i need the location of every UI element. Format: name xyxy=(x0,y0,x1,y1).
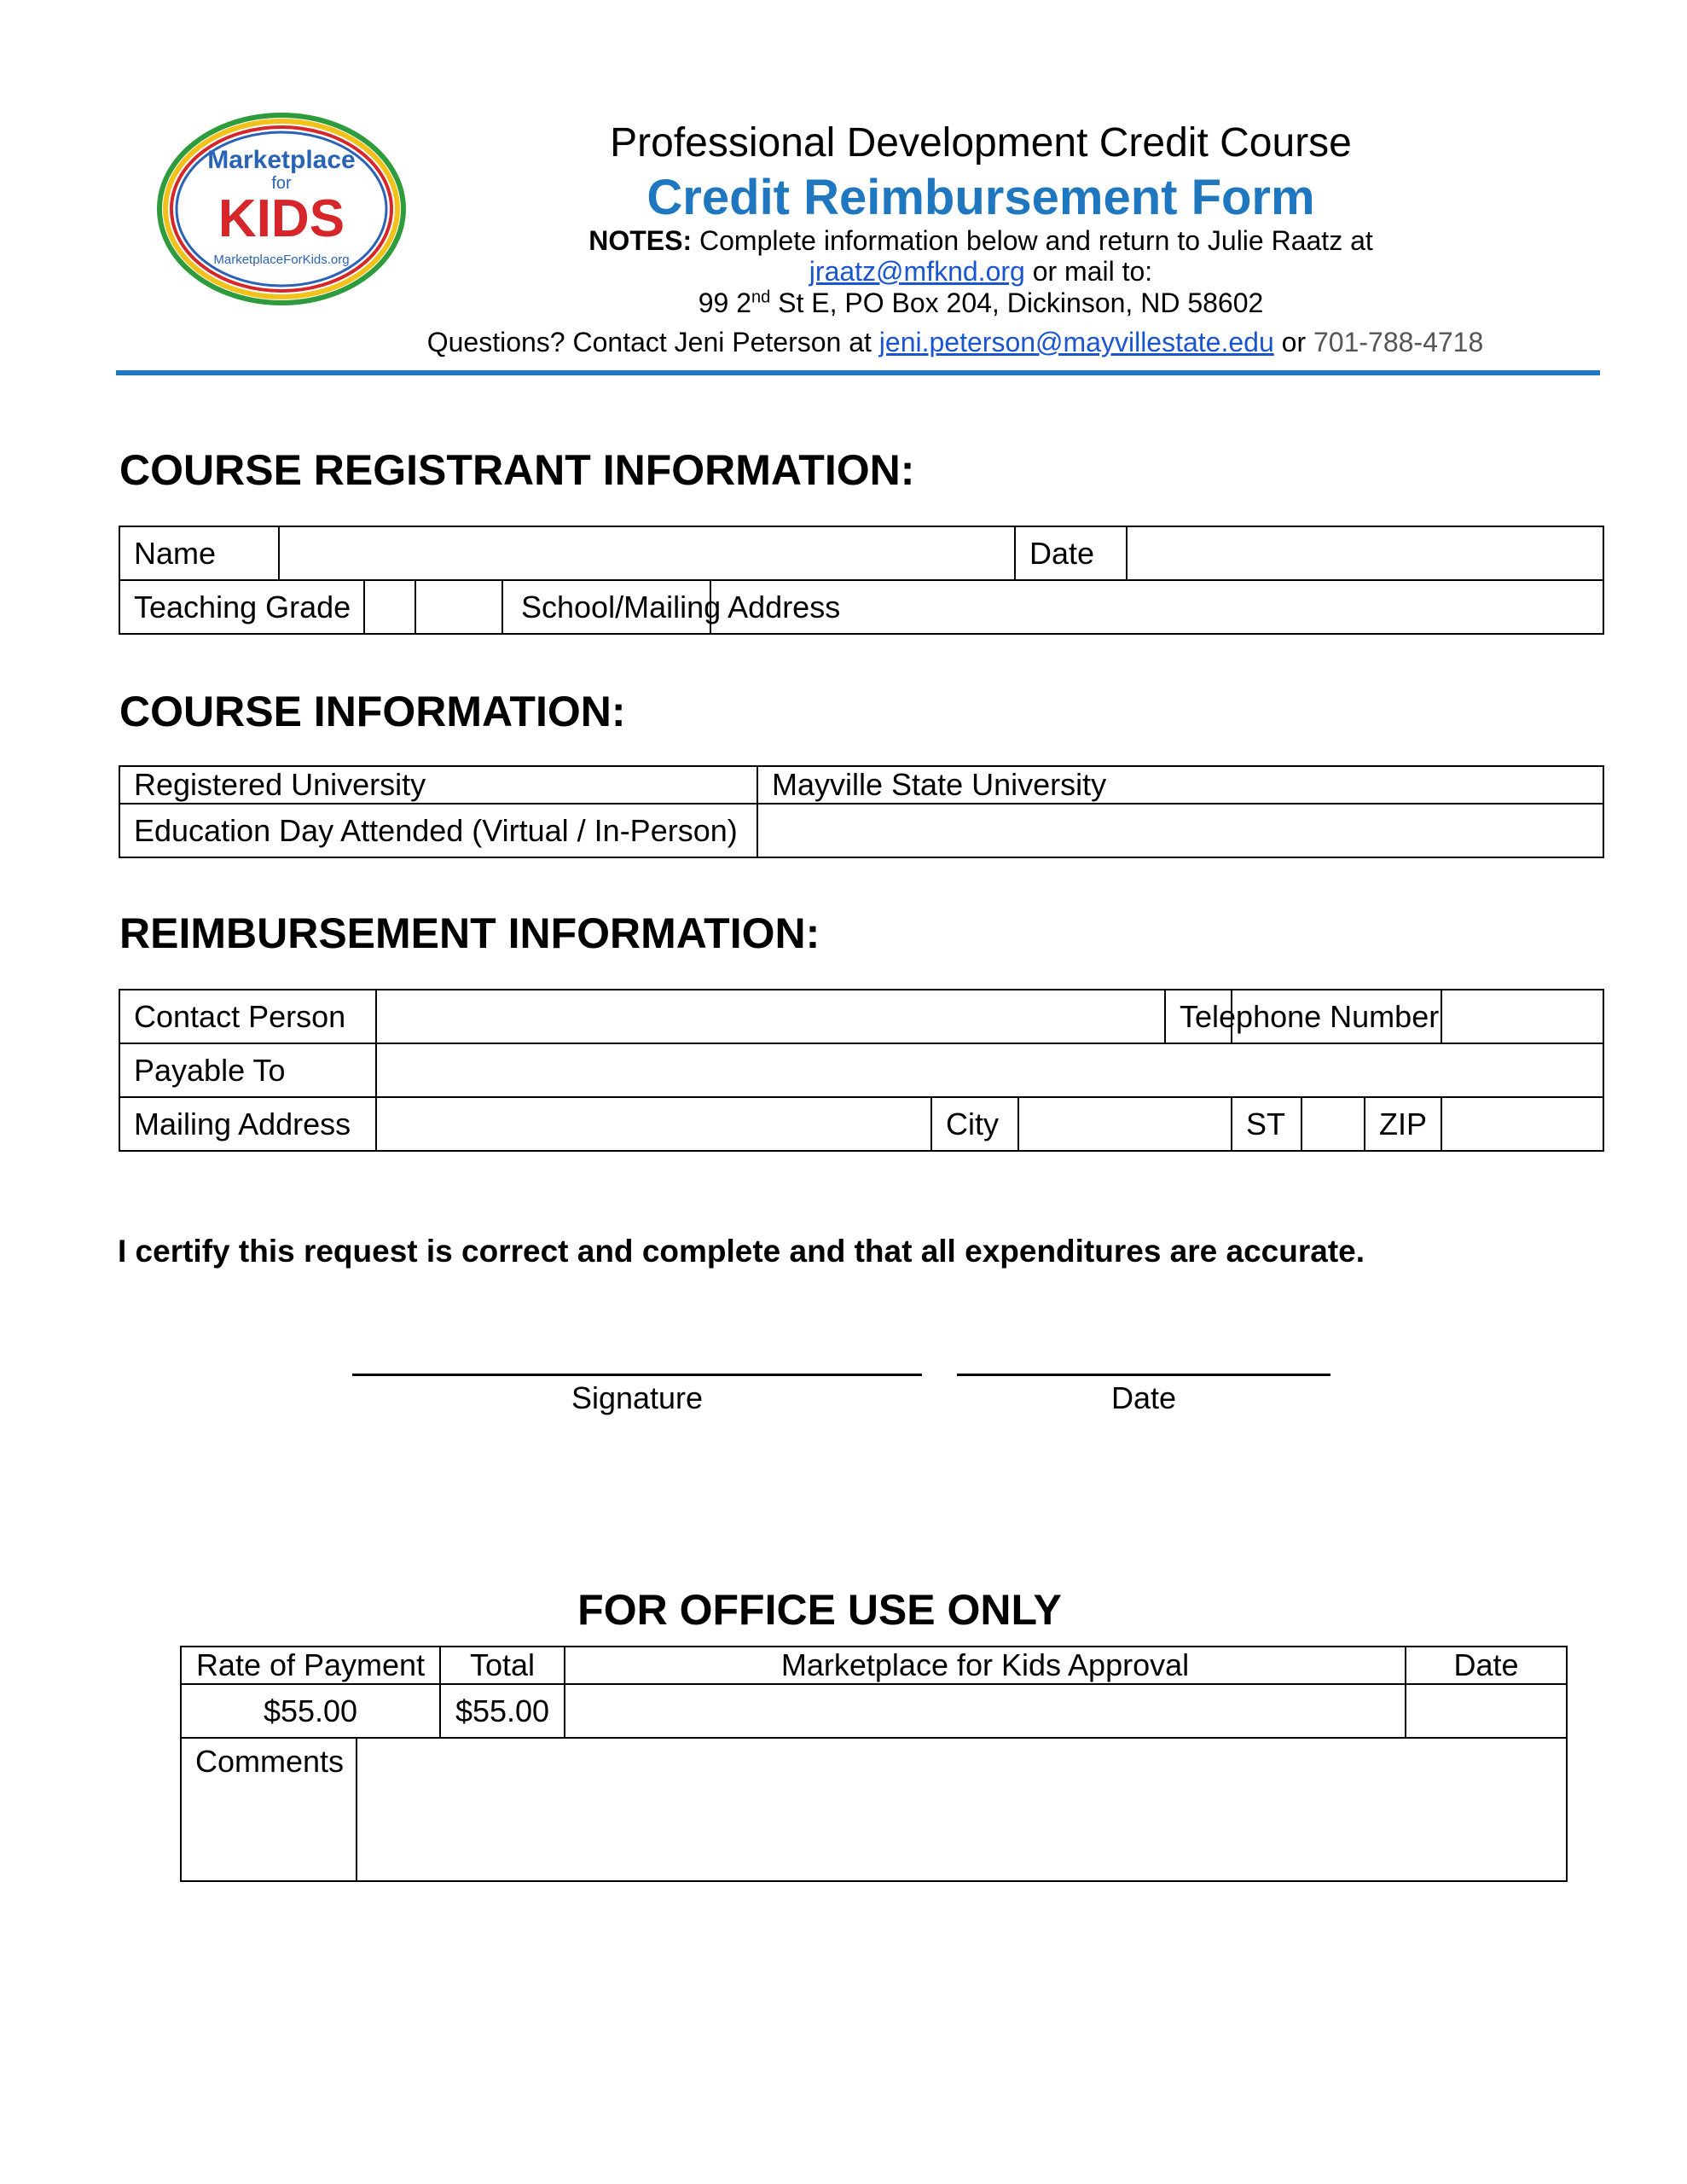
course-heading: COURSE INFORMATION: xyxy=(119,688,626,735)
questions-text: Questions? Contact Jeni Peterson at xyxy=(426,327,872,357)
contact-person-field[interactable] xyxy=(376,990,1232,1043)
university-value: Mayville State University xyxy=(757,766,1603,804)
reimbursement-table xyxy=(119,989,1604,1152)
school-address-label: School/Mailing Address xyxy=(364,580,710,634)
table-row xyxy=(181,1684,1567,1738)
peterson-email-link[interactable]: jeni.peterson@mayvillestate.edu xyxy=(878,327,1274,357)
rate-value: $55.00 xyxy=(181,1684,440,1738)
table-row xyxy=(119,804,1603,857)
payable-to-label: Payable To xyxy=(119,1043,376,1097)
signature-line[interactable] xyxy=(352,1374,922,1376)
education-day-field[interactable] xyxy=(757,804,1603,857)
comments-field[interactable] xyxy=(357,1738,1567,1881)
registrant-date-label: Date xyxy=(1015,526,1127,580)
logo-site: MarketplaceForKids.org xyxy=(213,253,350,267)
total-header: Total xyxy=(440,1647,565,1684)
course-table xyxy=(119,765,1604,858)
notes-email-line xyxy=(443,256,1518,288)
table-row xyxy=(119,1097,1603,1151)
table-row xyxy=(181,1738,1567,1881)
table-row xyxy=(119,766,1603,804)
header-divider xyxy=(116,370,1600,375)
approval-header: Marketplace for Kids Approval xyxy=(565,1647,1406,1684)
mailing-address-line xyxy=(443,288,1518,319)
zip-field[interactable] xyxy=(1441,1097,1603,1151)
questions-or: or xyxy=(1281,327,1307,357)
table-row xyxy=(119,990,1603,1043)
office-date-header: Date xyxy=(1406,1647,1567,1684)
logo-line2: for xyxy=(271,174,292,193)
table-row xyxy=(119,526,1603,580)
registrant-date-field[interactable] xyxy=(1127,526,1603,580)
notes-label: NOTES: xyxy=(588,225,693,256)
city-label: City xyxy=(931,1097,1018,1151)
rate-header: Rate of Payment xyxy=(181,1647,440,1684)
mailing-address-field[interactable] xyxy=(376,1097,931,1151)
university-label: Registered University xyxy=(119,766,757,804)
form-subtitle: Professional Development Credit Course xyxy=(610,120,1352,166)
raatz-email-link[interactable]: jraatz@mfknd.org xyxy=(809,256,1025,287)
registrant-heading: COURSE REGISTRANT INFORMATION: xyxy=(119,446,915,494)
table-row xyxy=(119,580,1603,634)
address-superscript: nd xyxy=(751,288,771,307)
address-rest: St E, PO Box 204, Dickinson, ND 58602 xyxy=(778,288,1264,318)
office-date-field[interactable] xyxy=(1406,1684,1567,1738)
table-row xyxy=(181,1647,1567,1684)
notes-text: Complete information below and return to Julie Raatz at xyxy=(699,225,1373,256)
city-field[interactable] xyxy=(1018,1097,1232,1151)
form-title: Credit Reimbursement Form xyxy=(646,170,1315,225)
state-field[interactable] xyxy=(1301,1097,1365,1151)
telephone-label: Telephone Number xyxy=(1164,990,1427,1043)
signature-date-label: Date xyxy=(1110,1380,1177,1415)
education-day-label: Education Day Attended (Virtual / In-Person) xyxy=(119,804,757,857)
logo-line1: Marketplace xyxy=(207,146,356,174)
registrant-table xyxy=(119,526,1604,635)
teaching-grade-label: Teaching Grade xyxy=(119,580,279,634)
signature-date-line[interactable] xyxy=(957,1374,1330,1376)
comments-label: Comments xyxy=(181,1738,357,1881)
questions-phone: 701-788-4718 xyxy=(1313,327,1484,357)
contact-person-label: Contact Person xyxy=(119,990,376,1043)
total-value: $55.00 xyxy=(440,1684,565,1738)
telephone-label-cell xyxy=(1180,990,1441,1043)
payable-to-field[interactable] xyxy=(376,1043,1603,1097)
school-address-field[interactable] xyxy=(710,580,1603,634)
certification-statement: I certify this request is correct and complete and that all expenditures are accurate. xyxy=(118,1234,1365,1269)
zip-label: ZIP xyxy=(1365,1097,1441,1151)
office-use-heading: FOR OFFICE USE ONLY xyxy=(577,1586,1062,1634)
name-field[interactable] xyxy=(279,526,1015,580)
reimbursement-heading: REIMBURSEMENT INFORMATION: xyxy=(119,909,820,957)
notes-email-suffix: or mail to: xyxy=(1032,256,1153,287)
notes-line xyxy=(443,225,1518,257)
office-use-table xyxy=(180,1646,1568,1882)
table-row xyxy=(119,1043,1603,1097)
questions-line xyxy=(307,327,1603,358)
logo-line3: KIDS xyxy=(217,189,345,248)
approval-field[interactable] xyxy=(565,1684,1406,1738)
address-number: 99 2 xyxy=(698,288,751,318)
name-label: Name xyxy=(119,526,279,580)
mailing-address-label: Mailing Address xyxy=(119,1097,376,1151)
state-label: ST xyxy=(1232,1097,1301,1151)
telephone-field[interactable] xyxy=(1441,990,1603,1043)
marketplace-for-kids-logo xyxy=(154,107,409,311)
teaching-grade-field[interactable] xyxy=(415,579,503,633)
signature-label: Signature xyxy=(571,1380,704,1415)
